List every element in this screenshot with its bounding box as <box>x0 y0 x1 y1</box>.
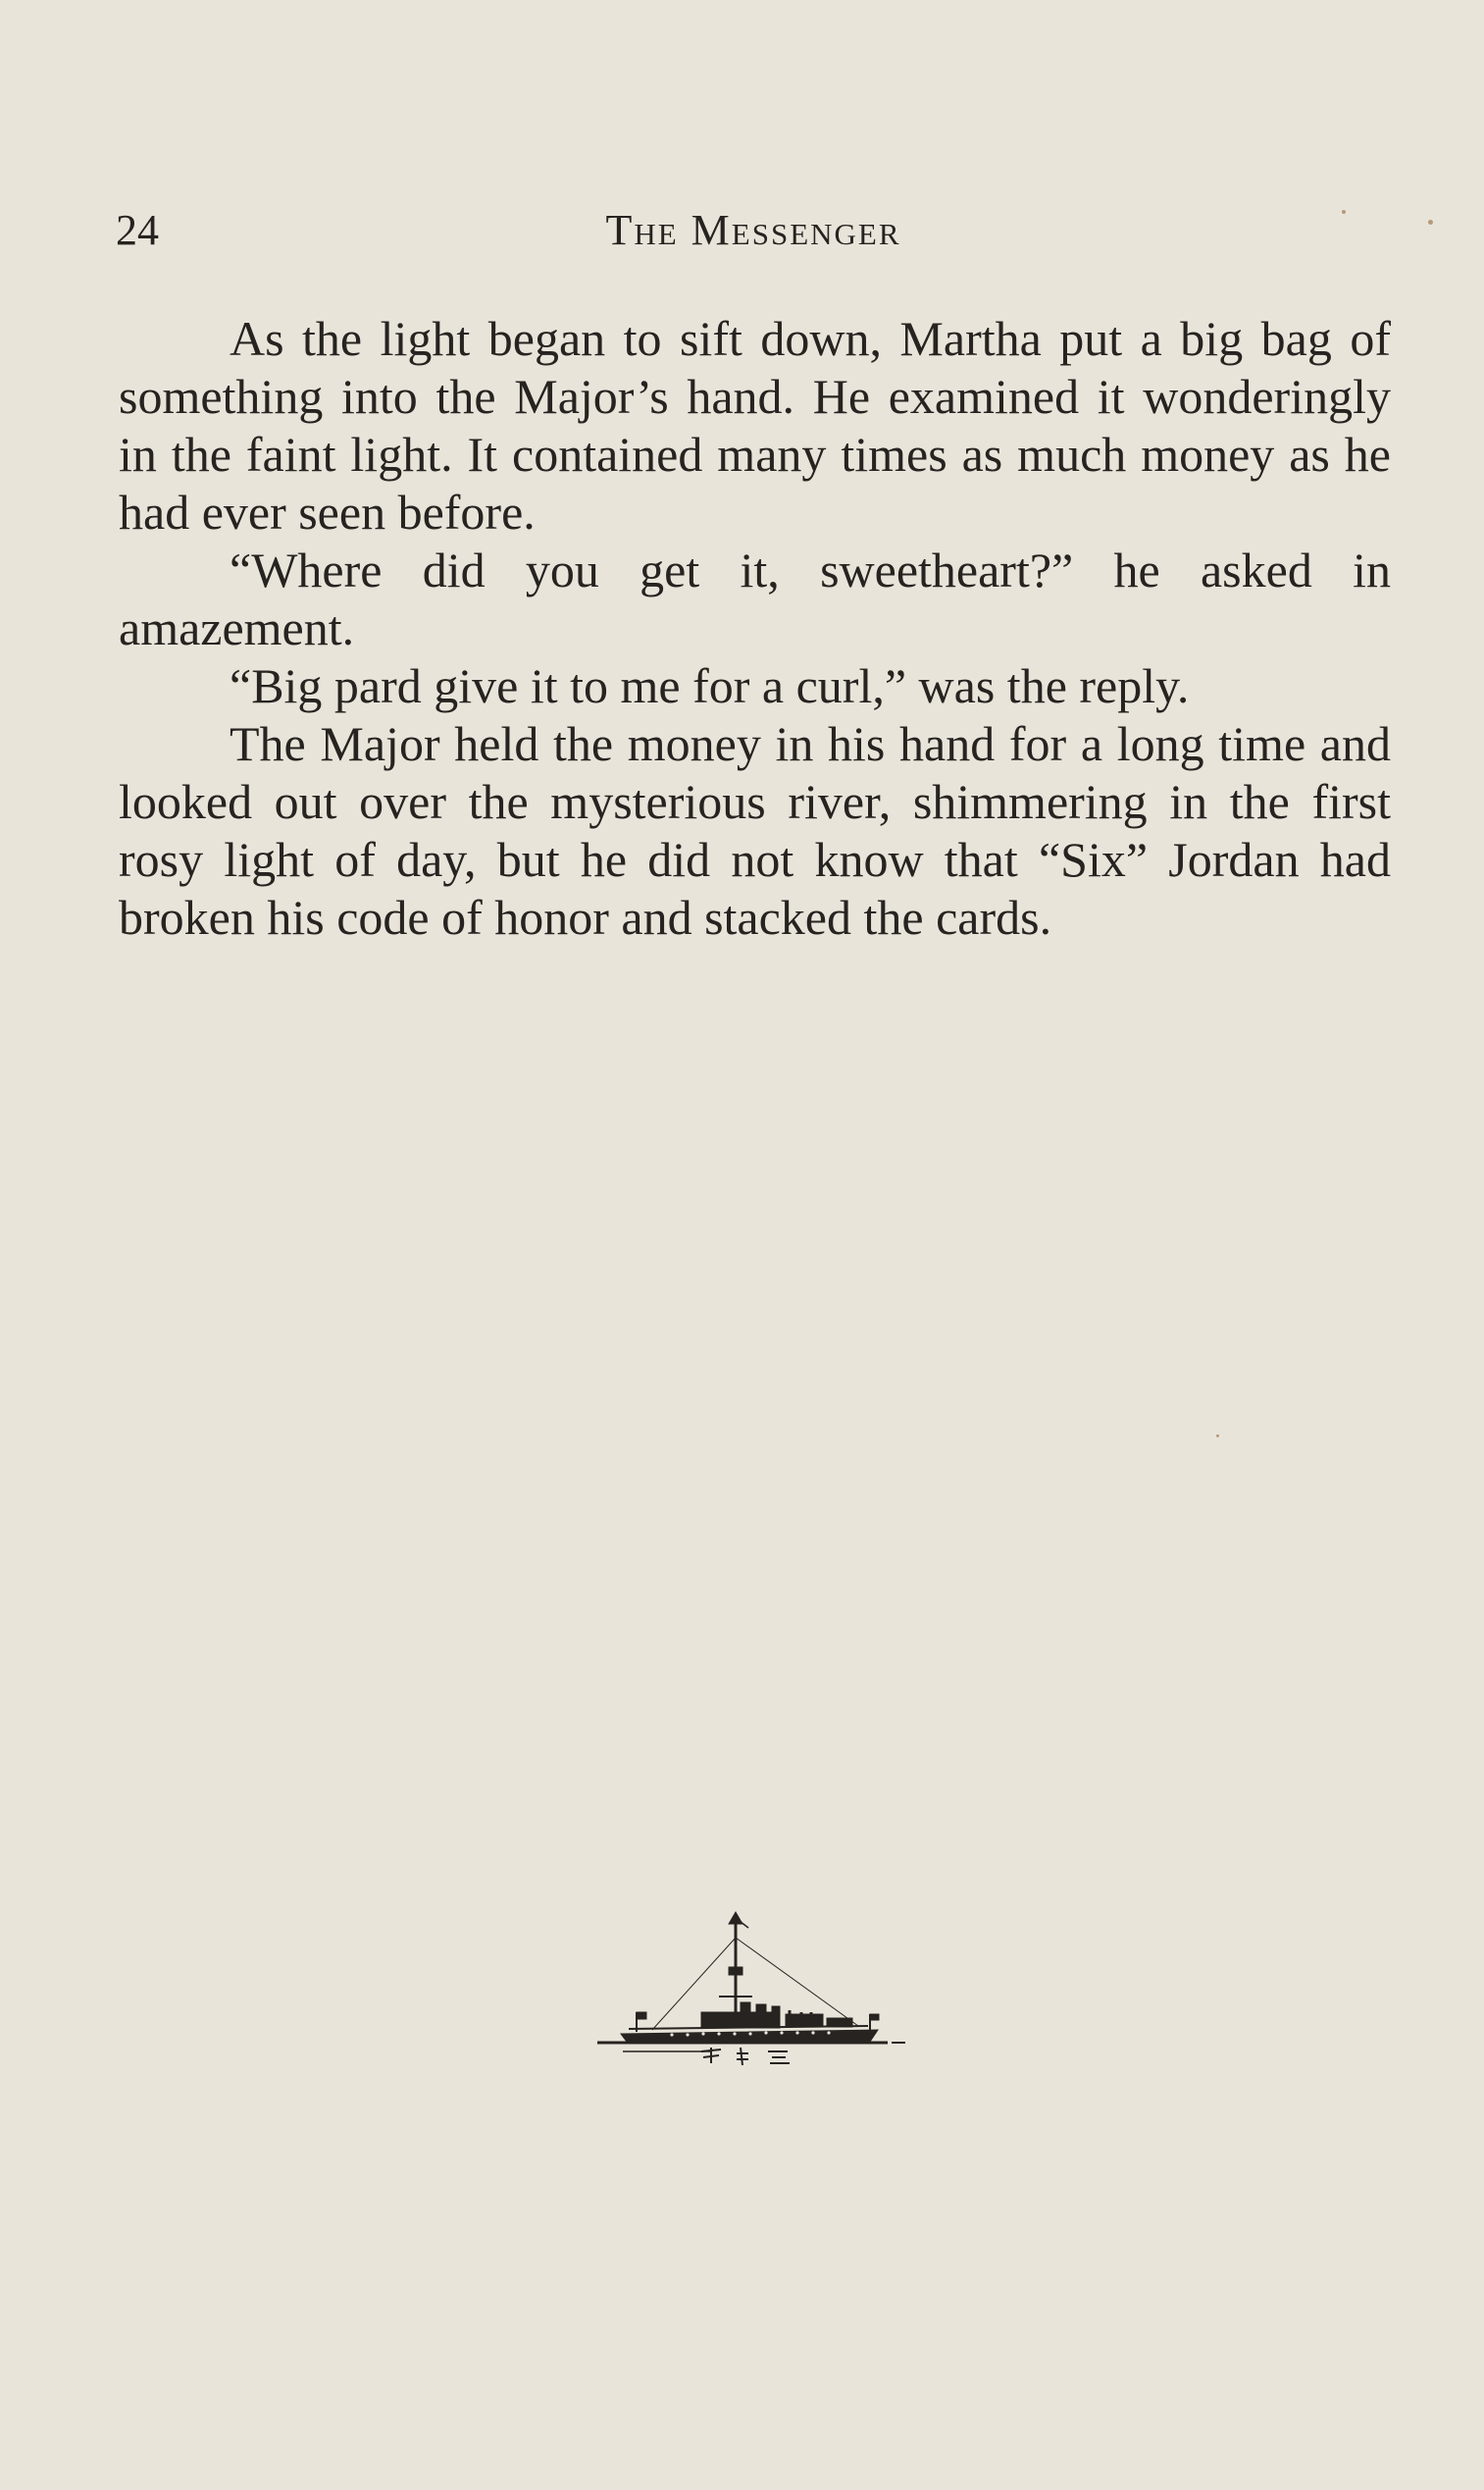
paper-speck <box>1428 220 1433 225</box>
page-number: 24 <box>116 206 159 254</box>
paragraph: “Where did you get it, sweetheart?” he asked in amazement. <box>119 543 1391 655</box>
paper-speck <box>1342 210 1346 214</box>
steamship-vignette-icon <box>593 1908 917 2075</box>
running-header <box>116 196 1391 265</box>
paragraph: “Big pard give it to me for a curl,” was the reply. <box>230 658 1190 713</box>
body-text <box>119 310 1391 947</box>
running-title: The Messenger <box>605 206 901 254</box>
paper-speck <box>1216 1434 1219 1437</box>
paragraph: The Major held the money in his hand for a long time and looked out over the mysterious river, shimmering in the first rosy light of day, but he did not know that “Six” Jordan had broken his code of honor and stacked the cards. <box>119 716 1391 945</box>
paragraph: As the light began to sift down, Martha put a big bag of something into the Major’s hand. He examined it wonderingly in the faint light. It contained many times as much money as he had ever seen before. <box>119 311 1391 540</box>
